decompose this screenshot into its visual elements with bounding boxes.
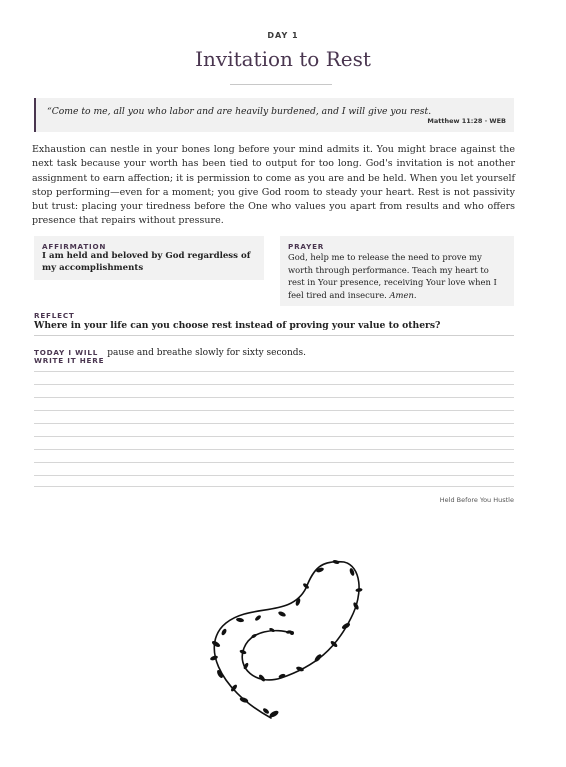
writing-line[interactable] bbox=[34, 449, 514, 450]
verse-reference: Matthew 11:28 · WEB bbox=[427, 117, 506, 125]
verse-text: “Come to me, all you who labor and are heavily burdened, and I will give you rest. bbox=[47, 106, 432, 117]
reflect-label: REFLECT bbox=[34, 311, 75, 320]
affirmation-card bbox=[34, 236, 264, 280]
day-label: DAY 1 bbox=[267, 31, 299, 40]
spiral-vine-icon bbox=[196, 548, 366, 728]
today-text: pause and breathe slowly for sixty seconds. bbox=[107, 348, 307, 358]
affirmation-text: I am held and beloved by God regardless of my accomplishments bbox=[42, 251, 251, 273]
write-label: WRITE IT HERE bbox=[34, 356, 105, 365]
writing-line[interactable] bbox=[34, 410, 514, 411]
affirmation-label: AFFIRMATION bbox=[42, 242, 107, 251]
devotional-body: Exhaustion can nestle in your bones long before your mind admits it. You might brace against the next task because your worth has been tied to output for too long. God's invitation is not another assignment to earn affection; it is permission to come as you are and be held. When you let yourself stop performing—even for a moment; you give God room to steady your heart. Rest is not passivity but trust: placing your tiredness before the One who values you apart from results and who offers presence that repairs without pressure. bbox=[32, 144, 515, 227]
page-title: Invitation to Rest bbox=[195, 47, 371, 71]
prayer-card bbox=[280, 236, 514, 306]
today-row bbox=[34, 340, 514, 359]
writing-line[interactable] bbox=[34, 462, 514, 463]
today-label: TODAY I WILL bbox=[34, 348, 99, 357]
writing-line[interactable] bbox=[34, 436, 514, 437]
writing-line[interactable] bbox=[34, 486, 514, 487]
prayer-body bbox=[288, 251, 506, 301]
verse-box bbox=[34, 98, 514, 132]
writing-line[interactable] bbox=[34, 397, 514, 398]
prayer-label: PRAYER bbox=[288, 242, 325, 251]
prayer-text: God, help me to release the need to prove my worth through performance. Teach my heart to rest in Your presence, receiving Your love when I feel tired and insecure. bbox=[288, 252, 497, 300]
writing-line[interactable] bbox=[34, 423, 514, 424]
prayer-amen: Amen. bbox=[389, 289, 417, 300]
writing-line[interactable] bbox=[34, 384, 514, 385]
writing-line[interactable] bbox=[34, 475, 514, 476]
writing-line[interactable] bbox=[34, 371, 514, 372]
reflect-question: Where in your life can you choose rest instead of proving your value to others? bbox=[34, 320, 441, 331]
footer-text: Held Before You Hustle bbox=[439, 496, 514, 504]
reflect-divider bbox=[34, 335, 514, 336]
title-divider bbox=[230, 84, 332, 85]
